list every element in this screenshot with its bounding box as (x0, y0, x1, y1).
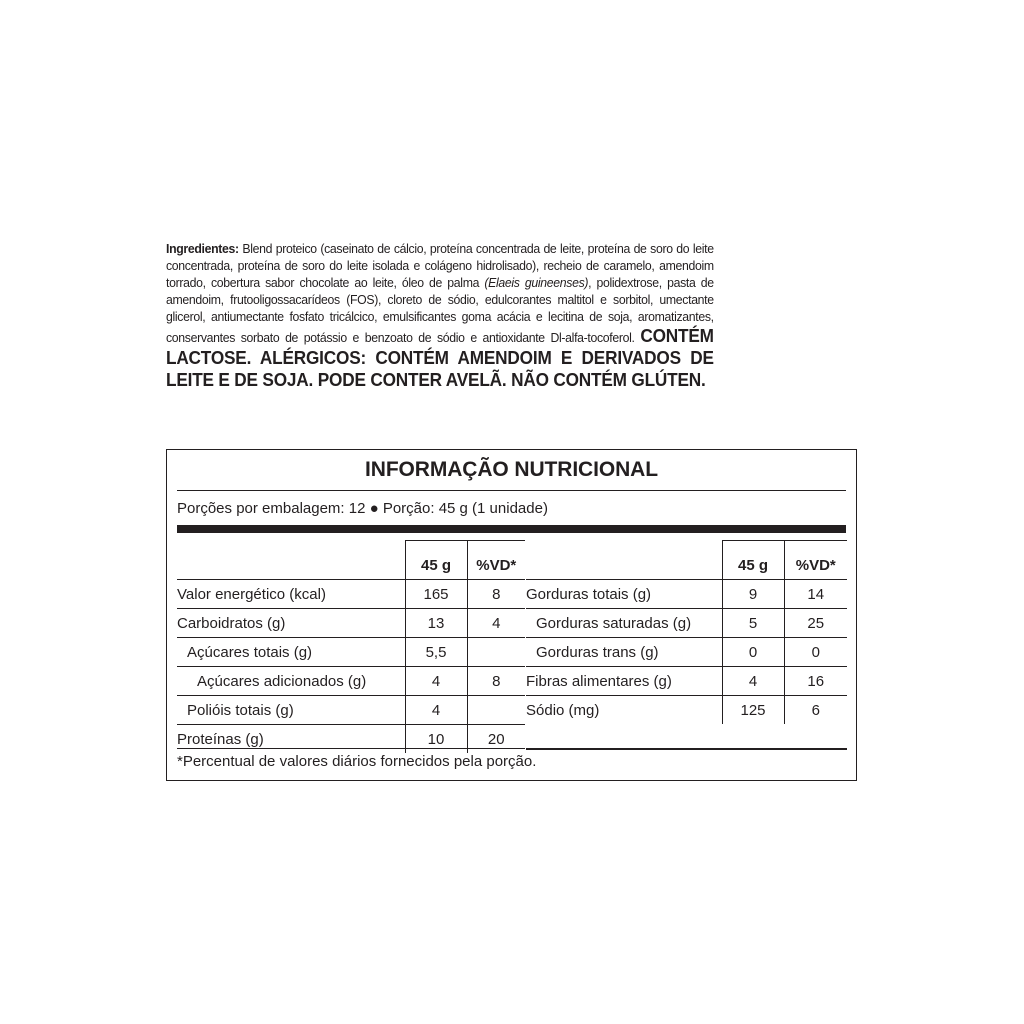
nutrient-amount: 165 (405, 580, 467, 609)
table-row (177, 696, 525, 725)
nutrient-vd: 8 (467, 667, 525, 696)
nutrient-label: Proteínas (g) (177, 725, 405, 754)
header-vd: %VD* (467, 541, 525, 580)
thick-divider (177, 525, 846, 533)
nutrient-label: Gorduras totais (g) (526, 580, 722, 609)
nutrient-amount: 10 (405, 725, 467, 754)
table-row (177, 609, 525, 638)
header-vd: %VD* (784, 541, 847, 580)
nutrient-label: Açúcares adicionados (g) (177, 667, 405, 696)
nutrient-vd: 20 (467, 725, 525, 754)
nutrient-vd: 4 (467, 609, 525, 638)
nutrient-label: Gorduras saturadas (g) (526, 609, 722, 638)
table-row (526, 580, 847, 609)
nutrient-vd: 14 (784, 580, 847, 609)
nutrient-amount: 0 (722, 638, 784, 667)
table-row (177, 580, 525, 609)
nutrient-label: Açúcares totais (g) (177, 638, 405, 667)
nutrient-label: Fibras alimentares (g) (526, 667, 722, 696)
nutrient-amount: 5 (722, 609, 784, 638)
ingredients-block (166, 240, 714, 391)
table-right-bottom-rule (526, 748, 847, 750)
nutrient-vd: 0 (784, 638, 847, 667)
portion-info: Porções por embalagem: 12 ● Porção: 45 g (1 unidade) (177, 500, 548, 517)
nutrient-label: Polióis totais (g) (177, 696, 405, 725)
header-amount: 45 g (722, 541, 784, 580)
nutrient-label: Gorduras trans (g) (526, 638, 722, 667)
nutrient-amount: 125 (722, 696, 784, 725)
nutrient-vd: 6 (784, 696, 847, 725)
nutrition-table-right (526, 540, 847, 724)
header-amount: 45 g (405, 541, 467, 580)
nutrient-label: Valor energético (kcal) (177, 580, 405, 609)
nutrient-amount: 5,5 (405, 638, 467, 667)
table-header-left (177, 541, 525, 580)
nutrient-label: Sódio (mg) (526, 696, 722, 725)
nutrition-table-left (177, 540, 525, 753)
table-row (526, 696, 847, 725)
header-blank (526, 541, 722, 580)
table-left-bottom-rule (177, 748, 525, 749)
nutrient-amount: 9 (722, 580, 784, 609)
header-blank (177, 541, 405, 580)
table-header-right (526, 541, 847, 580)
nutrient-vd: 8 (467, 580, 525, 609)
table-row (177, 638, 525, 667)
nutrient-vd: 16 (784, 667, 847, 696)
table-row (526, 609, 847, 638)
nutrient-vd (467, 638, 525, 667)
nutrient-vd: 25 (784, 609, 847, 638)
footnote: *Percentual de valores diários fornecidos pela porção. (177, 753, 537, 770)
nutrient-amount: 4 (405, 667, 467, 696)
nutrition-facts-panel (166, 449, 857, 781)
table-row (526, 667, 847, 696)
nutrient-amount: 4 (405, 696, 467, 725)
title-divider (177, 490, 846, 491)
table-row (177, 667, 525, 696)
table-row (526, 638, 847, 667)
ingredients-text: Blend proteico (caseinato de cálcio, proteína concentrada de leite, proteína de soro do leite concentrada, proteína de soro do leite isolada e colágeno hidrolisado), recheio de caramelo, amendoim torrado, cobertura sabor chocolate ao leite, óleo de palma (166, 241, 714, 290)
nutrient-amount: 4 (722, 667, 784, 696)
ingredients-label: Ingredientes: (166, 241, 239, 256)
nutrient-vd (467, 696, 525, 725)
nutrient-amount: 13 (405, 609, 467, 638)
ingredients-text-2: , polidextrose, pasta de amendoim, frutooligossacarídeos (FOS), cloreto de sódio, edulcorantes maltitol e sorbitol, umectante glicerol, antiumectante fosfato tricálcico, emulsificantes goma acácia e lecitina de soja, aromatizantes, conservantes sorbato de potássio e benzoato de sódio e antioxidante Dl-alfa-tocoferol. (166, 275, 714, 345)
nutrient-label: Carboidratos (g) (177, 609, 405, 638)
allergen-statement: CONTÉM LACTOSE. ALÉRGICOS: CONTÉM AMENDOIM E DERIVADOS DE LEITE E DE SOJA. PODE CONTER AVELÃ. NÃO CONTÉM GLÚTEN. (166, 325, 714, 390)
ingredients-italic: (Elaeis guineenses) (484, 275, 589, 290)
nutrition-title: INFORMAÇÃO NUTRICIONAL (365, 458, 658, 481)
